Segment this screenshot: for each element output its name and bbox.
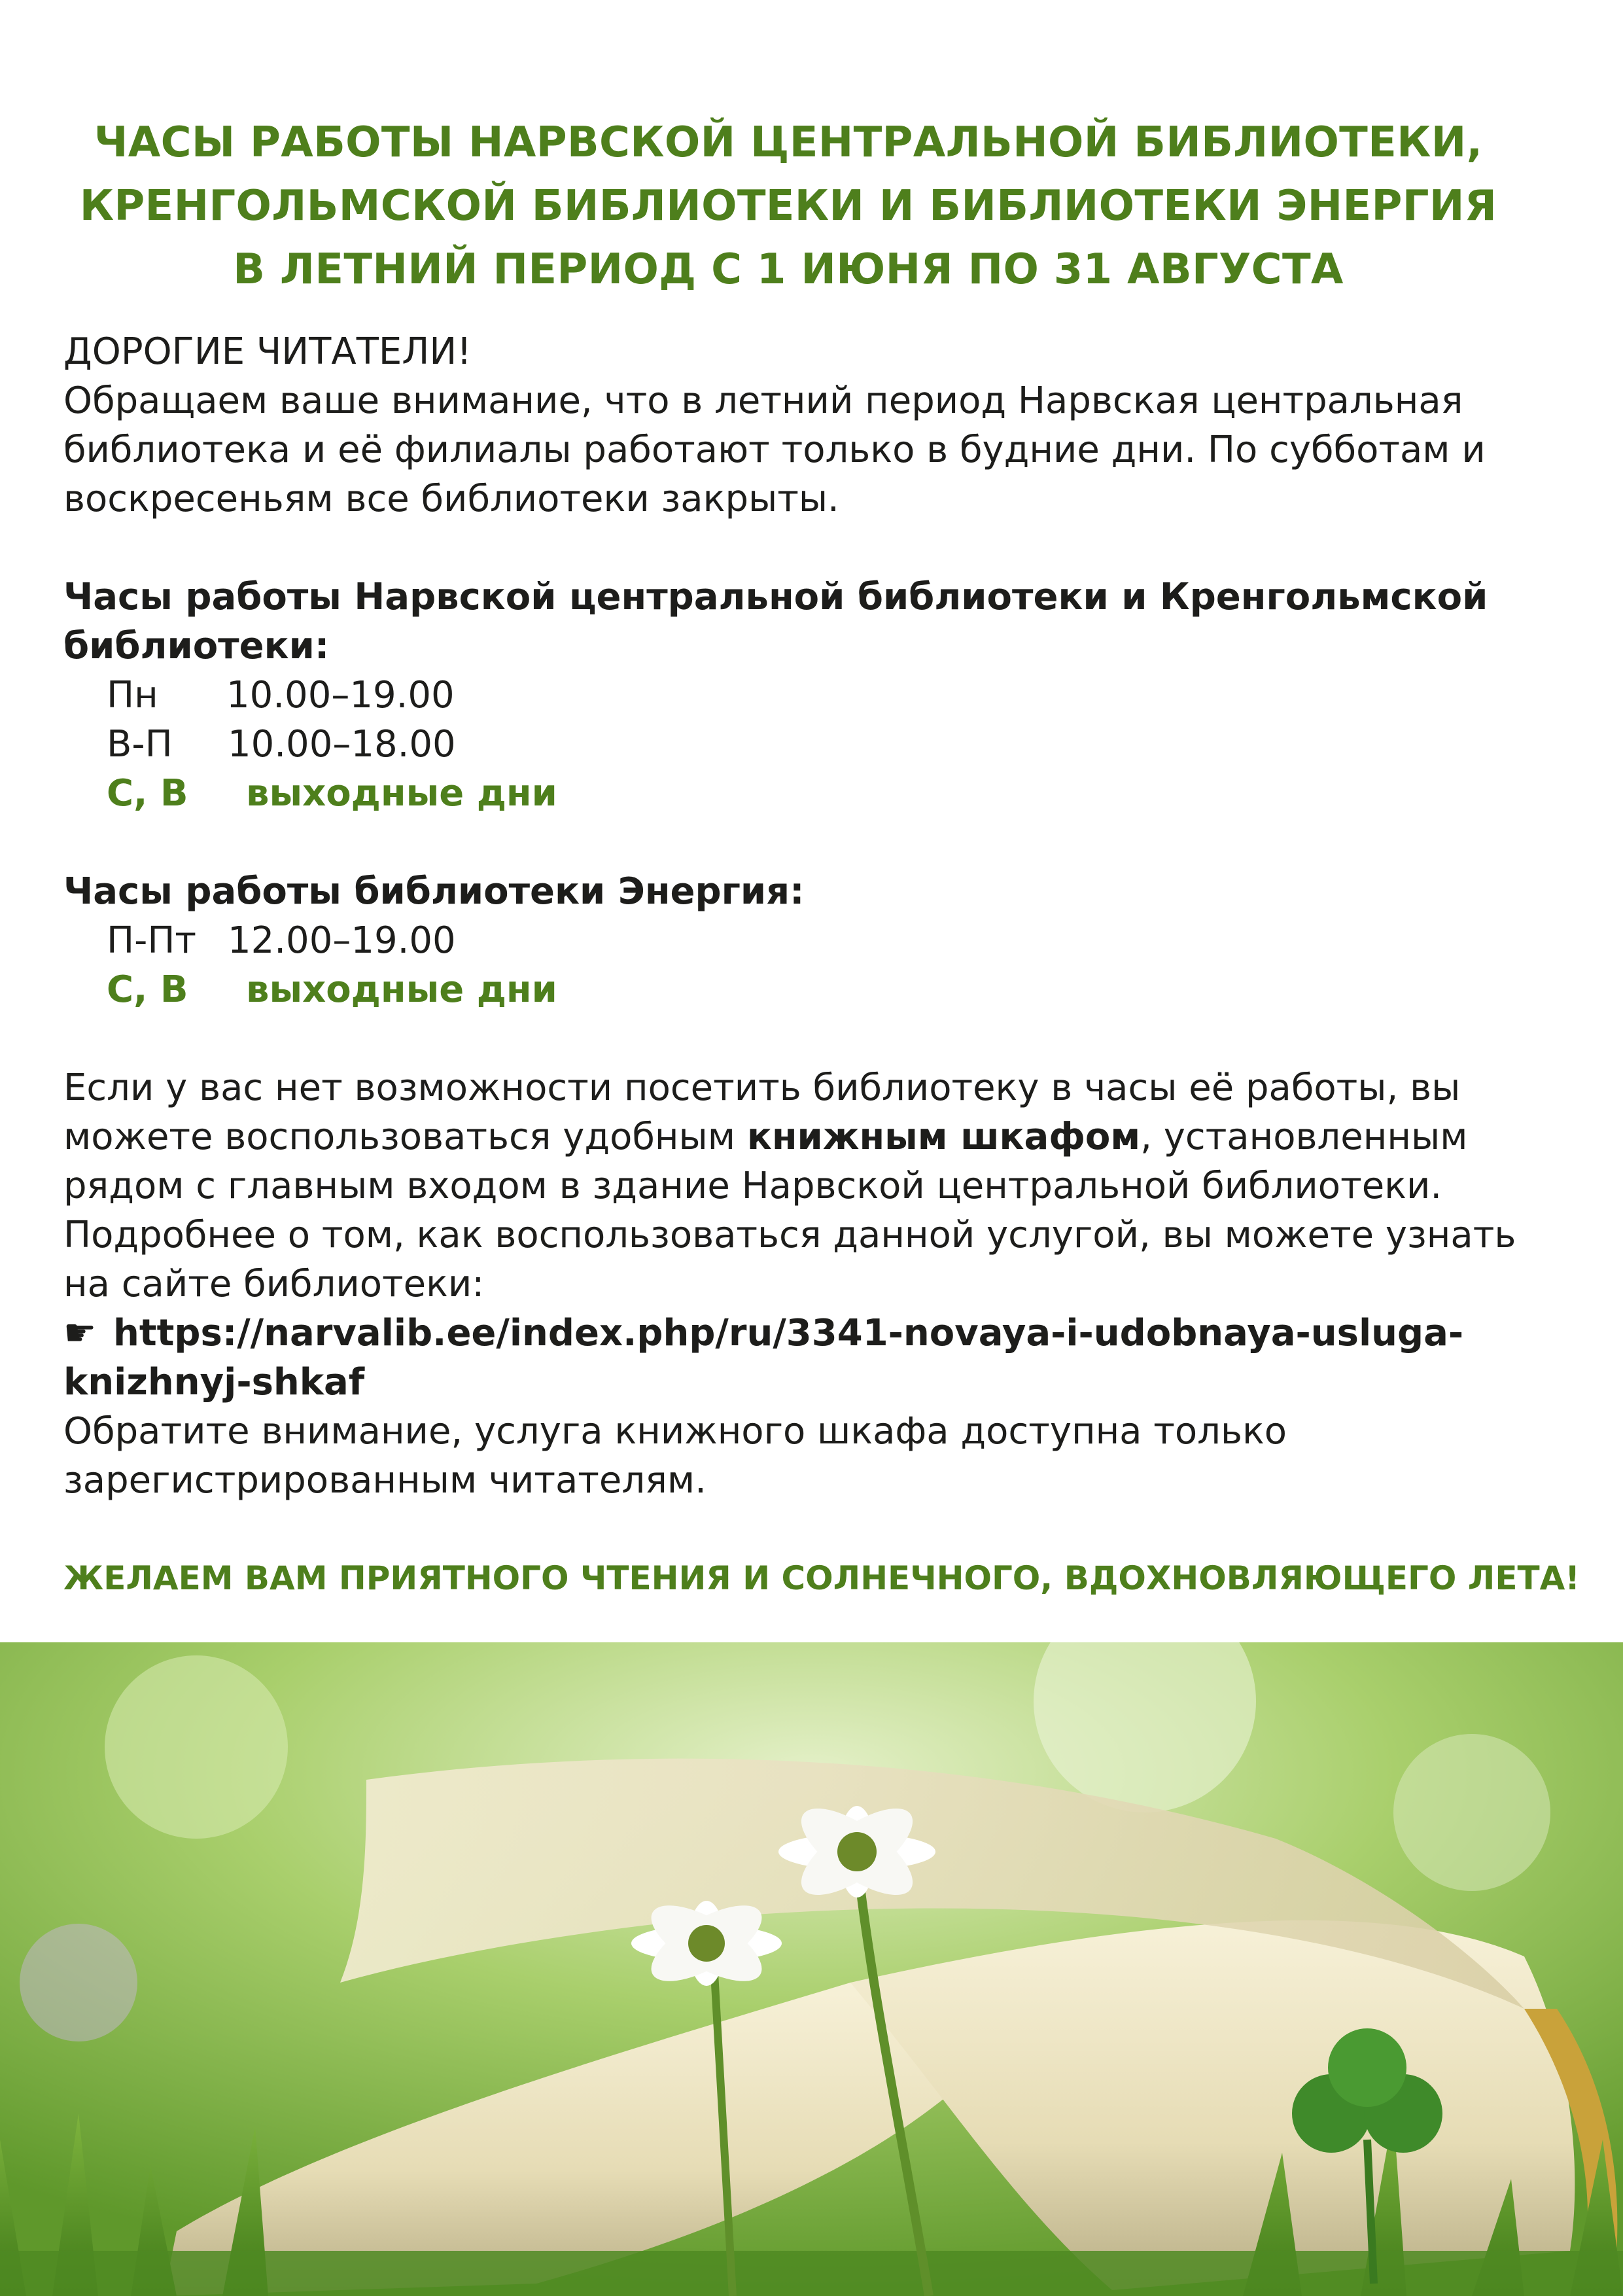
bookshelf-link-line-2[interactable]: knizhnyj-shkaf [63,1361,365,1404]
bookshelf-link-line-1[interactable]: https://narvalib.ee/index.php/ru/3341-novaya-i-udobnaya-usluga- [113,1312,1464,1354]
grass-foreground [0,2251,1623,2296]
energy-schedule-row [63,916,1568,965]
title-line-2: КРЕНГОЛЬМСКОЙ БИБЛИОТЕКИ И БИБЛИОТЕКИ ЭНЕРГИЯ [79,182,1497,230]
greeting: ДОРОГИЕ ЧИТАТЕЛИ! [63,330,472,373]
bokeh-blob [1393,1734,1550,1891]
central-schedule-row [63,671,1568,720]
schedule-hours: 12.00–19.00 [228,919,456,962]
closing-wish: ЖЕЛАЕМ ВАМ ПРИЯТНОГО ЧТЕНИЯ И СОЛНЕЧНОГО, ВДОХНОВЛЯЮЩЕГО ЛЕТА! [63,1559,1580,1597]
bookshelf-line-4: Подробнее о том, как воспользоваться данной услугой, вы можете узнать [63,1214,1516,1256]
central-schedule-row [63,720,1568,769]
poster-body [63,327,1580,1603]
days-off-days: С, В [107,772,188,815]
bookshelf-line-2-end: , установленным [1140,1116,1468,1158]
bookshelf-line-2 [63,1112,1568,1161]
intro-line-3: воскресеньям все библиотеки закрыты. [63,478,839,520]
bookshelf-line-5: на сайте библиотеки: [63,1263,485,1305]
book-in-grass-photo [0,1642,1623,2296]
central-heading-1: Часы работы Нарвской центральной библиотеки и Кренгольмской [63,576,1488,618]
bookshelf-note-1: Обратите внимание, услуга книжного шкафа доступна только [63,1410,1287,1453]
days-off-label: выходные дни [246,968,557,1011]
bokeh-blob [20,1924,137,2041]
bookshelf-highlight: книжным шкафом [746,1116,1141,1158]
poster-title [0,111,1577,302]
days-off-label: выходные дни [246,772,557,815]
bookshelf-line-3: рядом с главным входом в здание Нарвской центральной библиотеки. [63,1165,1442,1207]
bookshelf-line-2-start: можете воспользоваться удобным [63,1116,747,1158]
book-in-grass-illustration [0,1642,1623,2296]
title-line-1: ЧАСЫ РАБОТЫ НАРВСКОЙ ЦЕНТРАЛЬНОЙ БИБЛИОТЕКИ, [94,118,1483,167]
bookshelf-line-1: Если у вас нет возможности посетить библиотеку в часы её работы, вы [63,1067,1461,1109]
bokeh-blob [105,1655,288,1839]
energy-days-off [63,965,1568,1014]
schedule-day: П-Пт [107,919,197,962]
schedule-hours: 10.00–19.00 [226,674,455,716]
intro-line-1: Обращаем ваше внимание, что в летний период Нарвская центральная [63,380,1463,422]
days-off-days: С, В [107,968,188,1011]
schedule-day: В-П [107,723,173,766]
schedule-day: Пн [107,674,158,716]
pointing-hand-icon: ☛ [63,1312,97,1354]
schedule-hours: 10.00–18.00 [228,723,456,766]
central-days-off [63,769,1568,818]
intro-line-2: библиотека и её филиалы работают только в будние дни. По субботам и [63,429,1486,471]
energy-heading: Часы работы библиотеки Энергия: [63,870,805,913]
bookshelf-note-2: зарегистрированным читателям. [63,1459,707,1502]
central-heading-2: библиотеки: [63,625,330,667]
bookshelf-link[interactable] [63,1309,1568,1358]
title-line-3: В ЛЕТНИЙ ПЕРИОД С 1 ИЮНЯ ПО 31 АВГУСТА [233,245,1344,294]
